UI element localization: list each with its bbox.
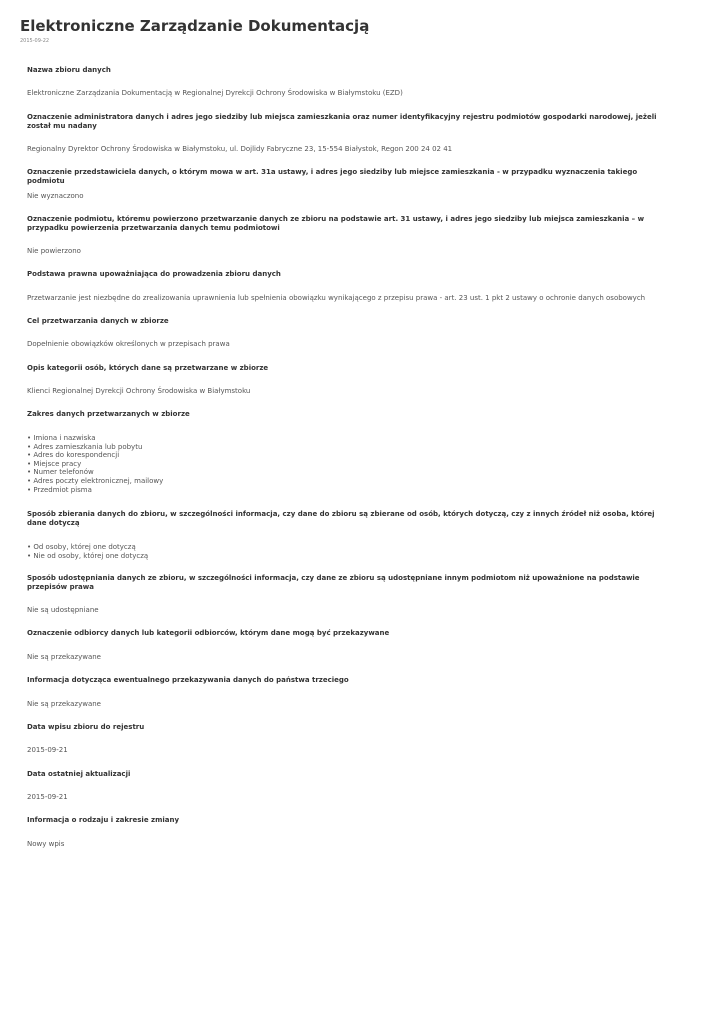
collection-method-list: [27, 543, 667, 560]
entry-date: 2015-09-21: [27, 746, 68, 754]
section-value: Nie powierzono: [27, 247, 81, 255]
section-value: Dopełnienie obowiązków określonych w przepisach prawa: [27, 340, 230, 348]
list-item: • Imiona i nazwiska: [27, 434, 96, 442]
list-item: • Miejsce pracy: [27, 459, 82, 468]
section-value: Nie wyznaczono: [27, 192, 84, 200]
section-heading: Oznaczenie odbiorcy danych lub kategorii odbiorców, którym dane mogą być przekazywane: [27, 629, 390, 637]
section-heading: Informacja o rodzaju i zakresie zmiany: [27, 816, 180, 824]
section-heading: Data ostatniej aktualizacji: [27, 770, 131, 778]
publication-date: 2015-09-22: [20, 38, 50, 44]
section-heading: Data wpisu zbioru do rejestru: [27, 723, 145, 731]
section-value: Przetwarzanie jest niezbędne do zrealizowania uprawnienia lub spełnienia obowiązku wynikającego z przepisu prawa - art. 23 ust. 1 pkt 2 ustawy o ochronie danych osobowych: [27, 294, 646, 302]
section-value: Elektroniczne Zarządzania Dokumentacją w Regionalnej Dyrekcji Ochrony Środowiska w Białymstoku (EZD): [27, 89, 403, 97]
list-item: • Od osoby, której one dotyczą: [27, 543, 136, 551]
section-heading: Informacja dotycząca ewentualnego przekazywania danych do państwa trzeciego: [27, 676, 349, 684]
list-item: • Adres zamieszkania lub pobytu: [27, 442, 143, 451]
list-item: • Adres do korespondencji: [27, 451, 120, 460]
section-heading: Oznaczenie przedstawiciela danych, o którym mowa w art. 31a ustawy, i adres jego siedziby lub miejsce zamieszkania - w przypadku wyznaczenia takiego podmiotu: [27, 168, 638, 185]
section-value: Nowy wpis: [27, 840, 65, 848]
section-heading: Sposób zbierania danych do zbioru, w szczególności informacja, czy dane do zbioru są zbierane od osób, których dotyczą, czy z innych źródeł niż osoba, której dane dotyczą: [27, 510, 655, 527]
last-update-date: 2015-09-21: [27, 793, 68, 801]
section-heading: Cel przetwarzania danych w zbiorze: [27, 317, 169, 325]
page-title: Elektroniczne Zarządzanie Dokumentacją: [20, 17, 370, 35]
section-value: Nie są przekazywane: [27, 700, 101, 708]
section-heading: Zakres danych przetwarzanych w zbiorze: [27, 410, 190, 418]
section-heading: Opis kategorii osób, których dane są przetwarzane w zbiorze: [27, 364, 269, 372]
section-heading: Podstawa prawna upoważniająca do prowadzenia zbioru danych: [27, 270, 281, 278]
list-item: • Numer telefonów: [27, 468, 94, 477]
list-item: • Przedmiot pisma: [27, 485, 92, 494]
section-value: Nie są przekazywane: [27, 653, 101, 661]
section-value: Regionalny Dyrektor Ochrony Środowiska w Białymstoku, ul. Dojlidy Fabryczne 23, 15-554 Białystok, Regon 200 24 02 41: [27, 145, 453, 153]
section-heading: Oznaczenie podmiotu, któremu powierzono przetwarzanie danych ze zbioru na podstawie art. 31 ustawy, i adres jego siedziby lub miejsca zamieszkania – w przypadku powierzenia przetwarzania danych temu podmiotowi: [27, 215, 645, 232]
list-item: • Adres poczty elektronicznej, mailowy: [27, 476, 164, 485]
data-scope-list: [27, 434, 667, 494]
list-item: • Nie od osoby, której one dotyczą: [27, 551, 149, 560]
section-heading: Sposób udostępniania danych ze zbioru, w szczególności informacja, czy dane ze zbioru są udostępniane innym podmiotom niż upoważnione na podstawie przepisów prawa: [27, 574, 640, 591]
section-heading: Nazwa zbioru danych: [27, 66, 111, 74]
section-value: Nie są udostępniane: [27, 606, 99, 614]
section-heading: Oznaczenie administratora danych i adres jego siedziby lub miejsca zamieszkania oraz numer identyfikacyjny rejestru podmiotów gospodarki narodowej, jeżeli został mu nadany: [27, 113, 657, 130]
section-value: Klienci Regionalnej Dyrekcji Ochrony Środowiska w Białymstoku: [27, 387, 251, 395]
